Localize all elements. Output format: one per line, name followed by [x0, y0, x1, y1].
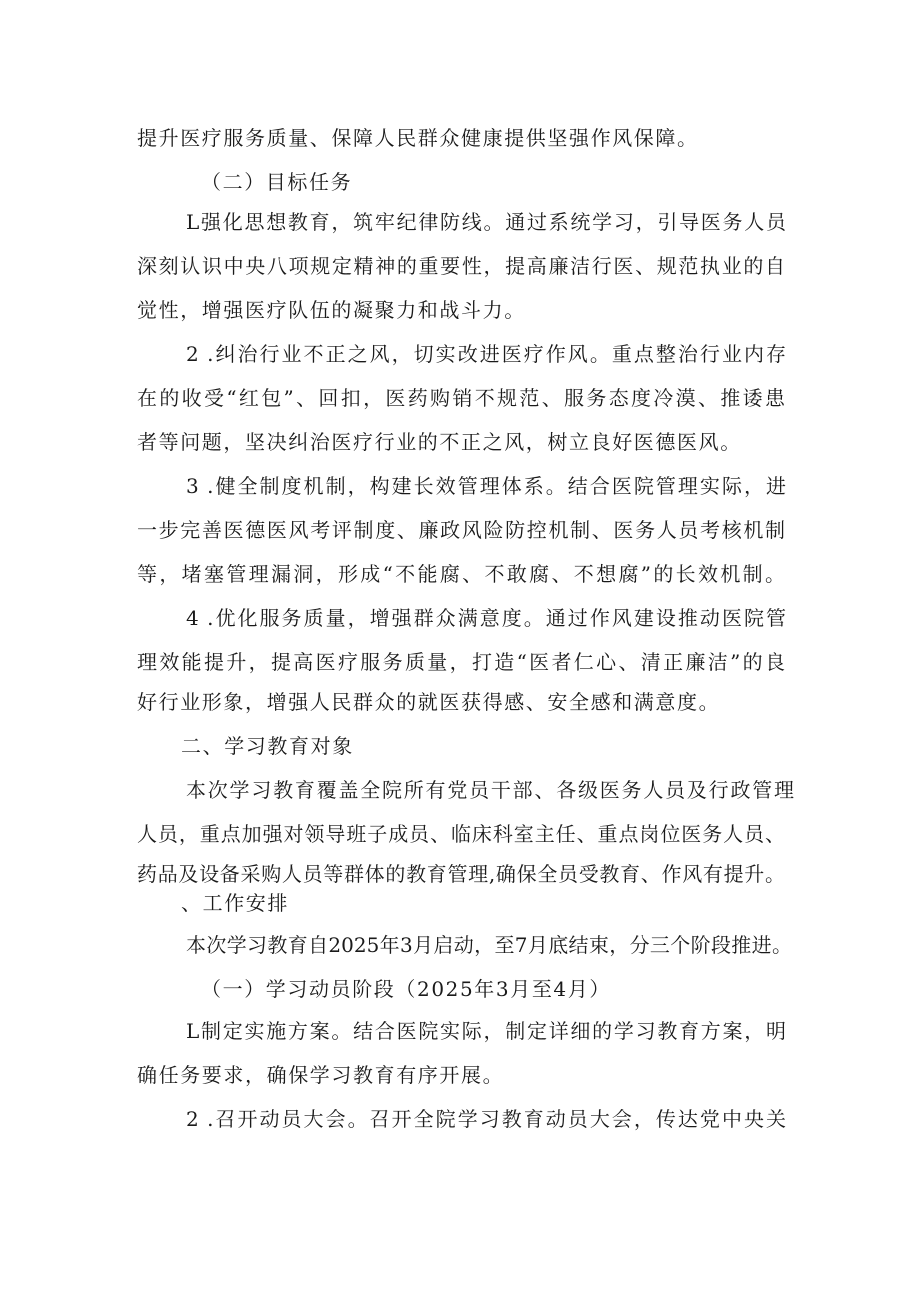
- section-heading-work-arrangement: 、工作安排: [181, 891, 289, 915]
- paragraph-line: 深刻认识中央八项规定精神的重要性，提高廉洁行医、规范执业的自: [137, 254, 785, 278]
- paragraph-line: 4 .优化服务质量，增强群众满意度。通过作风建设推动医院管: [186, 606, 786, 630]
- paragraph-line: 确任务要求，确保学习教育有序开展。: [137, 1063, 505, 1087]
- paragraph-line: 人员，重点加强对领导班子成员、临床科室主任、重点岗位医务人员、: [137, 822, 785, 846]
- paragraph-line: 3 .健全制度机制，构建长效管理体系。结合医院管理实际，进: [186, 474, 786, 498]
- paragraph-line: 提升医疗服务质量、保障人民群众健康提供坚强作风保障。: [137, 126, 699, 150]
- paragraph-line: 药品及设备采购人员等群体的教育管理,确保全员受教育、作风有提升。: [137, 862, 785, 886]
- section-heading-audience: 二、学习教育对象: [181, 734, 354, 758]
- paragraph-line: 2 .纠治行业不正之风，切实改进医疗作风。重点整治行业内存: [186, 342, 786, 366]
- paragraph-line: 在的收受“红包”、回扣，医药购销不规范、服务态度冷漠、推诿患: [137, 386, 785, 410]
- paragraph-line: 等，堵塞管理漏洞，形成“不能腐、不敢腐、不想腐”的长效机制。: [137, 562, 785, 586]
- section-heading-goals: （二）目标任务: [201, 170, 353, 194]
- paragraph-line: 本次学习教育覆盖全院所有党员干部、各级医务人员及行政管理: [186, 778, 794, 802]
- paragraph-line: L制定实施方案。结合医院实际，制定详细的学习教育方案，明: [186, 1019, 786, 1043]
- paragraph-line: 本次学习教育自2025年3月启动，至7月底结束，分三个阶段推进。: [186, 933, 792, 957]
- paragraph-line: L强化思想教育，筑牢纪律防线。通过系统学习，引导医务人员: [186, 210, 786, 234]
- paragraph-line: 2 .召开动员大会。召开全院学习教育动员大会，传达党中央关: [186, 1107, 786, 1131]
- paragraph-line: 好行业形象，增强人民群众的就医获得感、安全感和满意度。: [137, 690, 721, 714]
- section-heading-phase-one: （一）学习动员阶段（2025年3月至4月）: [201, 977, 611, 1001]
- paragraph-line: 觉性，增强医疗队伍的凝聚力和战斗力。: [137, 298, 526, 322]
- paragraph-line: 者等问题，坚决纠治医疗行业的不正之风，树立良好医德医风。: [137, 430, 742, 454]
- paragraph-line: 理效能提升，提高医疗服务质量，打造“医者仁心、清正廉洁”的良: [137, 650, 785, 674]
- paragraph-line: 一步完善医德医风考评制度、廉政风险防控机制、医务人员考核机制: [137, 518, 785, 542]
